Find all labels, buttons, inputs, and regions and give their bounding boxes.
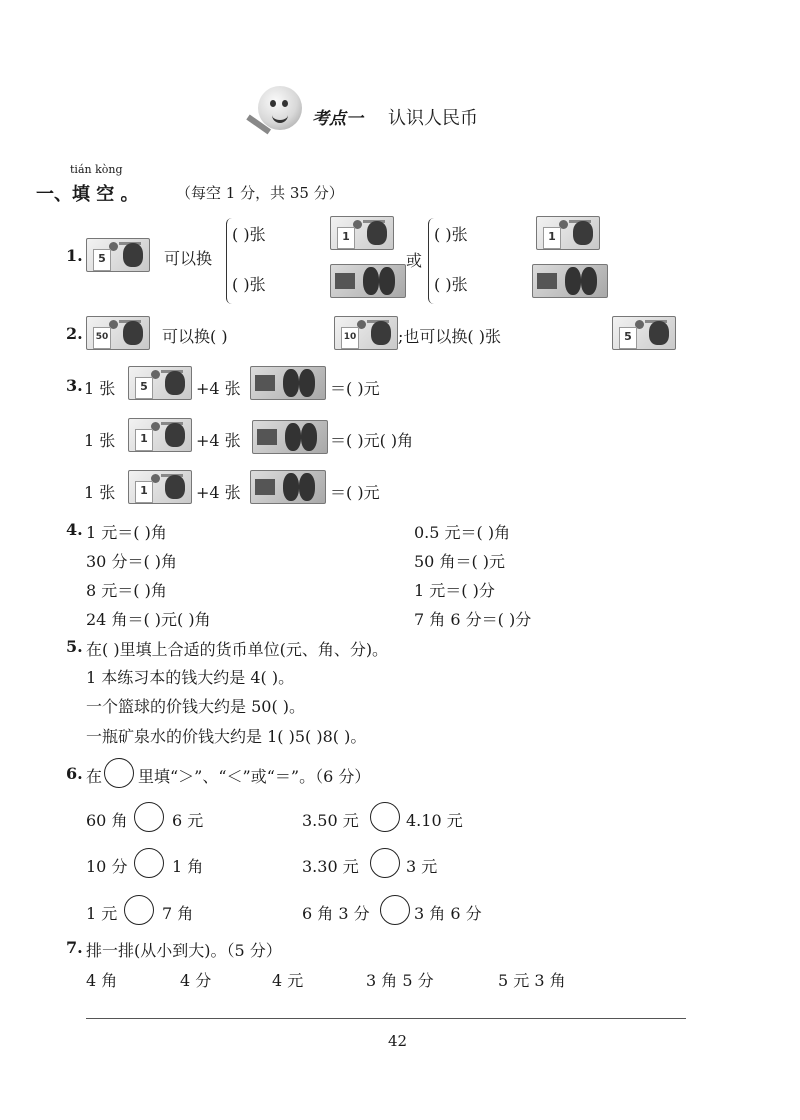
banknote-icon [536,216,600,250]
answer-circle[interactable] [380,895,410,925]
q7-item: 5 元 3 角 [498,971,566,990]
q4-item: 1 元＝( )角 [86,523,167,542]
q6-right: 3 角 6 分 [414,904,482,923]
banknote-icon [128,366,192,400]
q6-right: 1 角 [172,857,204,876]
note-denomination: 1 [135,429,153,451]
banknote-icon [86,238,150,272]
answer-circle[interactable] [134,848,164,878]
q3-row1-pre: 1 张 [84,379,116,398]
banknote-icon [334,316,398,350]
q2-text-b: ;也可以换( )张 [398,327,501,346]
q3-row3-post: ＝( )元 [330,483,380,502]
banknote-icon [250,366,326,400]
q6-post: 里填“＞”、“＜”或“＝”。（6 分） [138,767,371,786]
q1-blank1: ( )张 [232,225,266,244]
banknote-icon [128,470,192,504]
banknote-icon [612,316,676,350]
q6-number: 6. [66,764,83,783]
q6-left: 60 角 [86,811,128,830]
q7-item: 4 角 [86,971,118,990]
answer-circle[interactable] [124,895,154,925]
note-denomination: 10 [341,327,359,349]
q5-number: 5. [66,637,83,656]
note-denomination: 1 [337,227,355,249]
pinyin-annotation: tián kòng [70,163,123,176]
banknote-icon [128,418,192,452]
q3-row2-pre: 1 张 [84,431,116,450]
q5-line: 一瓶矿泉水的价钱大约是 1( )5( )8( )。 [86,727,367,746]
q1-blank4: ( )张 [434,275,468,294]
q3-row2-post: ＝( )元( )角 [330,431,414,450]
q7-title: 排一排(从小到大)。（5 分） [86,941,282,960]
q7-item: 4 分 [180,971,212,990]
q7-number: 7. [66,938,83,957]
q2-text-a: 可以换( ) [162,327,228,346]
q7-item: 3 角 5 分 [366,971,434,990]
q7-item: 4 元 [272,971,304,990]
q1-number: 1. [66,246,83,265]
q3-row3-pre: 1 张 [84,483,116,502]
q6-pre: 在 [86,767,103,786]
note-denomination: 5 [135,377,153,399]
section-note: （每空 1 分，共 35 分） [176,184,344,202]
q4-item: 8 元＝( )角 [86,581,167,600]
q4-item: 0.5 元＝( )角 [414,523,511,542]
topic-tag: 考点一 [312,109,363,129]
page-title: 认识人民币 [388,108,478,129]
banknote-icon [532,264,608,298]
banknote-icon [330,216,394,250]
q5-line: 一个篮球的价钱大约是 50( )。 [86,697,306,716]
q1-blank3: ( )张 [434,225,468,244]
q3-row1-mid: +4 张 [196,379,241,398]
q1-blank2: ( )张 [232,275,266,294]
q6-left: 1 元 [86,904,118,923]
note-denomination: 1 [135,481,153,503]
answer-circle[interactable] [134,802,164,832]
q5-title: 在( )里填上合适的货币单位(元、角、分)。 [86,640,389,659]
q4-item: 24 角＝( )元( )角 [86,610,211,629]
banknote-icon [86,316,150,350]
note-denomination: 50 [93,327,111,349]
mascot-logo [248,86,306,140]
q6-right: 4.10 元 [406,811,463,830]
note-denomination: 5 [93,249,111,271]
q5-line: 1 本练习本的钱大约是 4( )。 [86,668,295,687]
q4-item: 1 元＝( )分 [414,581,495,600]
q4-item: 7 角 6 分＝( )分 [414,610,532,629]
banknote-icon [252,420,328,454]
q3-row3-mid: +4 张 [196,483,241,502]
section-title: 一、填 空 。 [36,184,139,205]
q3-number: 3. [66,376,83,395]
q6-left: 3.30 元 [302,857,359,876]
footer-rule [86,1018,686,1019]
q6-left: 3.50 元 [302,811,359,830]
q6-right: 3 元 [406,857,438,876]
note-denomination: 5 [619,327,637,349]
answer-circle[interactable] [370,802,400,832]
answer-circle[interactable] [370,848,400,878]
banknote-icon [330,264,406,298]
q3-row2-mid: +4 张 [196,431,241,450]
q4-item: 30 分＝( )角 [86,552,178,571]
q4-item: 50 角＝( )元 [414,552,506,571]
q6-left: 6 角 3 分 [302,904,370,923]
page-number: 42 [388,1032,408,1050]
q4-number: 4. [66,520,83,539]
q6-right: 7 角 [162,904,194,923]
answer-circle[interactable] [104,758,134,788]
q2-number: 2. [66,324,83,343]
q6-right: 6 元 [172,811,204,830]
banknote-icon [250,470,326,504]
note-denomination: 1 [543,227,561,249]
q1-or: 或 [406,251,423,270]
q3-row1-post: ＝( )元 [330,379,380,398]
q6-left: 10 分 [86,857,128,876]
q1-text: 可以换 [164,249,213,268]
